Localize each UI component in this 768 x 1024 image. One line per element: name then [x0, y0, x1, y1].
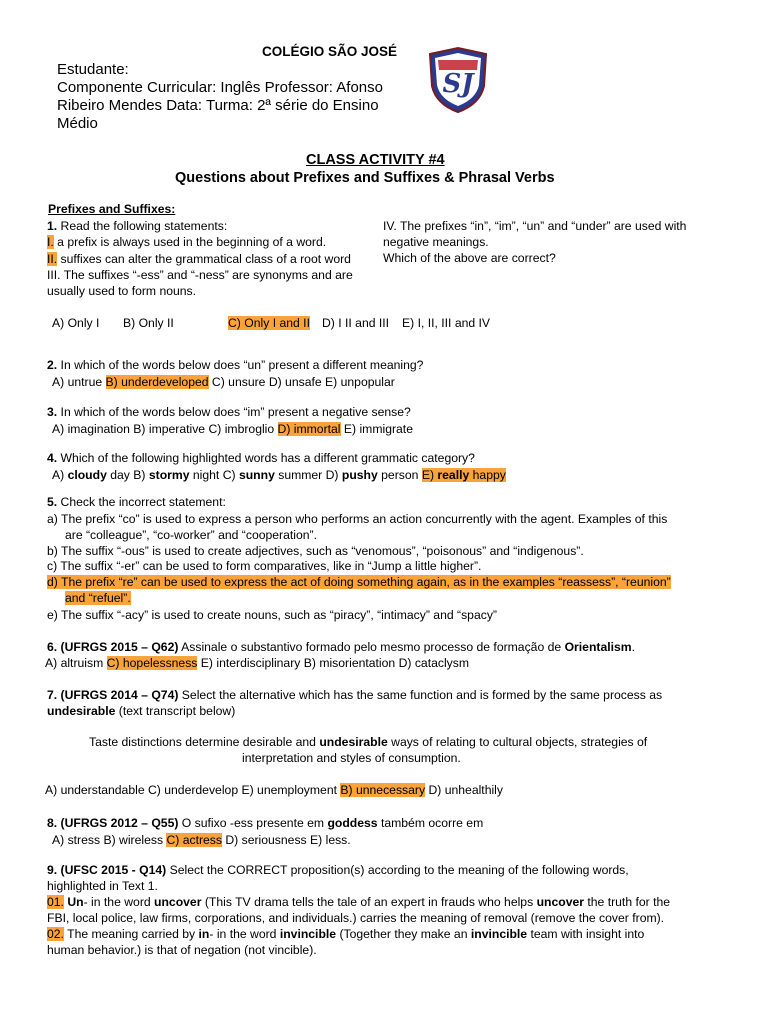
q7-quote-1: Taste distinctions determine desirable and undesirable ways of relating to cultural objects, strategies of: [89, 735, 648, 749]
q5-option-d-1: d) The prefix “re” can be used to express the act of doing something again, as in the examples “reassess”, “reunion”: [47, 575, 671, 589]
q5-option-c: c) The suffix “-er” can be used to form comparatives, like in “Jump a little higher”.: [47, 559, 482, 573]
activity-title: CLASS ACTIVITY #4: [306, 152, 445, 168]
q1-statement-i: I. a prefix is always used in the beginning of a word.: [47, 235, 327, 249]
q5-option-a-1: a) The prefix “co” is used to express a person who performs an action concurrently with the agent. Examples of this: [47, 512, 668, 526]
q6-options: A) altruism C) hopelessness E) interdisciplinary B) misorientation D) cataclysm: [45, 656, 469, 670]
q9-prompt: 9. (UFSC 2015 - Q14) Select the CORRECT proposition(s) according to the meaning of the following words,: [47, 863, 629, 877]
school-name: COLÉGIO SÃO JOSÉ: [262, 44, 398, 59]
activity-subtitle: Questions about Prefixes and Suffixes & Phrasal Verbs: [175, 170, 555, 186]
section-heading: Prefixes and Suffixes:: [48, 202, 176, 216]
q3-options: A) imagination B) imperative C) imbroglio D) immortal E) immigrate: [52, 422, 413, 436]
q1-option-e: E) I, II, III and IV: [402, 316, 491, 330]
logo-monogram: SJ: [442, 69, 474, 99]
q1-option-d: D) I II and III: [322, 316, 390, 330]
q1-prompt: 1. Read the following statements:: [47, 219, 228, 233]
q7-prompt-2: undesirable (text transcript below): [47, 704, 236, 718]
q9-proposition-01: 01. Un- in the word uncover (This TV drama tells the tale of an expert in frauds who helps uncover the truth for the: [47, 895, 671, 909]
q7-options: A) understandable C) underdevelop E) unemployment B) unnecessary D) unhealthily: [45, 783, 503, 797]
q5-option-e: e) The suffix “-acy” is used to create nouns, such as “piracy”, “intimacy” and “spacy”: [47, 608, 497, 622]
q1-statement-iv-1: IV. The prefixes “in”, “im”, “un” and “under” are used with: [383, 219, 687, 233]
grade-line: Médio: [57, 115, 98, 132]
q9-proposition-02-cont: human behavior.) is that of negation (not vincible).: [47, 943, 317, 957]
q1-option-a: A) Only I: [52, 316, 100, 330]
q5-option-b: b) The suffix “-ous” is used to create adjectives, such as “venomous”, “poisonous” and “indigenous”.: [47, 544, 584, 558]
q5-option-a-2: are “colleague”, “co-worker” and “cooperation”.: [65, 528, 317, 542]
q1-statement-iii-1: III. The suffixes “-ess” and “-ness” are synonyms and are: [47, 268, 353, 282]
q1-option-c: C) Only I and II: [228, 316, 310, 330]
q4-prompt: 4. Which of the following highlighted words has a different grammatic category?: [47, 451, 475, 465]
q6-prompt: 6. (UFRGS 2015 – Q62) Assinale o substantivo formado pelo mesmo processo de formação de Orientalism.: [47, 640, 636, 654]
q8-options: A) stress B) wireless C) actress D) seriousness E) less.: [52, 833, 351, 847]
q9-proposition-02: 02. The meaning carried by in- in the word invincible (Together they make an invincible team with insight into: [47, 927, 645, 941]
q3-prompt: 3. In which of the words below does “im” present a negative sense?: [47, 405, 411, 419]
q1-ask: Which of the above are correct?: [383, 251, 556, 265]
student-line: Estudante:: [57, 61, 129, 78]
q9-prompt-2: highlighted in Text 1.: [47, 879, 158, 893]
q1-statement-iii-2: usually used to form nouns.: [47, 284, 197, 298]
q1-statement-ii: II. suffixes can alter the grammatical class of a root word: [47, 252, 351, 266]
q7-quote-2: interpretation and styles of consumption.: [242, 751, 461, 765]
q5-prompt: 5. Check the incorrect statement:: [47, 495, 226, 509]
q8-prompt: 8. (UFRGS 2012 – Q55) O sufixo -ess presente em goddess também ocorre em: [47, 816, 484, 830]
q9-proposition-01-cont: FBI, local police, law firms, corporations, and individuals.) carries the meaning of removal (remove the cover from).: [47, 911, 665, 925]
q4-options: A) cloudy day B) stormy night C) sunny summer D) pushy person E) really happy: [52, 468, 506, 482]
q1-statement-iv-2: negative meanings.: [383, 235, 489, 249]
q7-prompt: 7. (UFRGS 2014 – Q74) Select the alternative which has the same function and is formed by the same process as: [47, 688, 663, 702]
q2-prompt: 2. In which of the words below does “un” present a different meaning?: [47, 358, 424, 372]
teacher-line: Ribeiro Mendes Data: Turma: 2ª série do Ensino: [57, 97, 379, 114]
q2-options: A) untrue B) underdeveloped C) unsure D) unsafe E) unpopular: [52, 375, 395, 389]
q5-option-d-2: and “refuel”.: [65, 591, 131, 605]
course-line: Componente Curricular: Inglês Professor: Afonso: [57, 79, 383, 96]
q1-option-b: B) Only II: [123, 316, 174, 330]
school-logo: [426, 46, 490, 114]
